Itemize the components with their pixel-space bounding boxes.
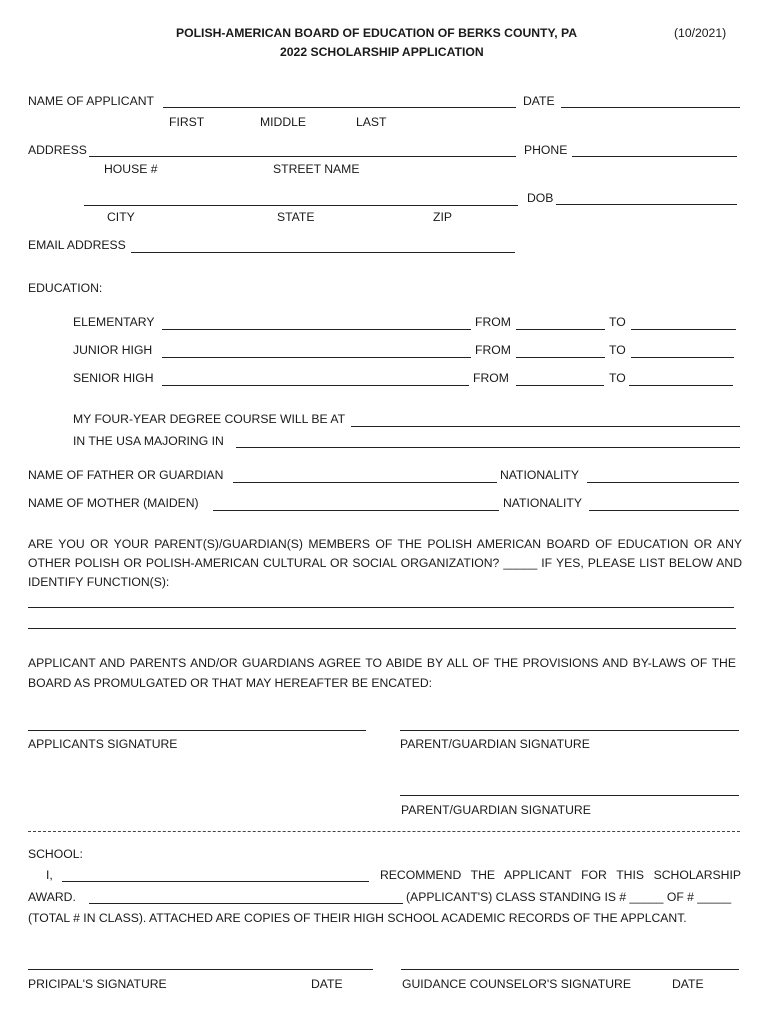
junior-high-from-field[interactable] bbox=[516, 357, 605, 358]
principal-signature-label: PRICIPAL'S SIGNATURE bbox=[28, 977, 167, 991]
elementary-school-field[interactable] bbox=[162, 329, 471, 330]
school-label: SCHOOL: bbox=[28, 847, 83, 861]
org-title: POLISH-AMERICAN BOARD OF EDUCATION OF BERKS COUNTY, PA bbox=[176, 26, 578, 40]
email-label: EMAIL ADDRESS bbox=[28, 238, 126, 252]
education-level-label: ELEMENTARY bbox=[73, 315, 155, 329]
city-state-zip-field[interactable] bbox=[84, 205, 518, 206]
house-caption: HOUSE # bbox=[104, 162, 158, 176]
applicant-name-field[interactable] bbox=[89, 903, 403, 904]
parent-signature-field[interactable] bbox=[400, 730, 739, 731]
counselor-signature-label: GUIDANCE COUNSELOR'S SIGNATURE bbox=[402, 977, 631, 991]
nationality-label: NATIONALITY bbox=[503, 496, 583, 510]
street-caption: STREET NAME bbox=[273, 162, 360, 176]
recommender-i-label: I, bbox=[46, 868, 53, 882]
phone-field[interactable] bbox=[572, 156, 737, 157]
recommend-text: RECOMMEND THE APPLICANT FOR THIS SCHOLARSHIP bbox=[380, 868, 741, 882]
class-standing-text: (APPLICANT'S) CLASS STANDING IS # _____ OF # _____ bbox=[406, 890, 732, 904]
parent-signature-label: PARENT/GUARDIAN SIGNATURE bbox=[401, 803, 591, 817]
address-label: ADDRESS bbox=[28, 143, 87, 157]
mother-label: NAME OF MOTHER (MAIDEN) bbox=[28, 496, 199, 510]
nationality-label: NATIONALITY bbox=[500, 468, 580, 482]
agreement-text-line: BOARD AS PROMULGATED OR THAT MAY HEREAFTER BE ENCATED: bbox=[28, 676, 433, 690]
last-caption: LAST bbox=[356, 115, 387, 129]
zip-caption: ZIP bbox=[433, 210, 452, 224]
to-label: TO bbox=[609, 315, 626, 329]
address-field[interactable] bbox=[89, 156, 516, 157]
senior-high-to-field[interactable] bbox=[629, 385, 733, 386]
phone-label: PHONE bbox=[524, 143, 568, 157]
middle-caption: MIDDLE bbox=[260, 115, 307, 129]
parent-signature-label: PARENT/GUARDIAN SIGNATURE bbox=[400, 737, 590, 751]
agreement-text-line: APPLICANT AND PARENTS AND/OR GUARDIANS AGREE TO ABIDE BY ALL OF THE PROVISIONS AND BY-LAWS OF THE bbox=[28, 656, 736, 670]
from-label: FROM bbox=[475, 343, 511, 357]
dob-label: DOB bbox=[527, 191, 554, 205]
principal-signature-field[interactable] bbox=[28, 969, 373, 970]
state-caption: STATE bbox=[277, 210, 315, 224]
education-level-label: JUNIOR HIGH bbox=[73, 343, 153, 357]
mother-field[interactable] bbox=[213, 510, 499, 511]
father-nationality-field[interactable] bbox=[587, 482, 739, 483]
form-title: 2022 SCHOLARSHIP APPLICATION bbox=[280, 45, 484, 59]
membership-question-line: IDENTIFY FUNCTION(S): bbox=[28, 575, 170, 589]
date-label: DATE bbox=[523, 94, 555, 108]
mother-nationality-field[interactable] bbox=[589, 510, 739, 511]
to-label: TO bbox=[609, 343, 626, 357]
recommender-name-field[interactable] bbox=[62, 881, 369, 882]
revision-date: (10/2021) bbox=[674, 26, 727, 40]
name-field[interactable] bbox=[163, 107, 516, 108]
education-level-label: SENIOR HIGH bbox=[73, 371, 154, 385]
father-label: NAME OF FATHER OR GUARDIAN bbox=[28, 468, 224, 482]
date-field[interactable] bbox=[561, 107, 740, 108]
membership-list-field[interactable] bbox=[28, 607, 734, 608]
section-separator bbox=[28, 831, 740, 832]
degree-college-field[interactable] bbox=[351, 426, 740, 427]
elementary-from-field[interactable] bbox=[516, 329, 605, 330]
applicant-signature-field[interactable] bbox=[28, 730, 366, 731]
education-label: EDUCATION: bbox=[28, 281, 103, 295]
membership-list-field[interactable] bbox=[28, 628, 736, 629]
dob-field[interactable] bbox=[556, 204, 737, 205]
membership-question-line: OTHER POLISH OR POLISH-AMERICAN CULTURAL OR SOCIAL ORGANIZATION? _____ IF YES, PLEASE LIST BELOW AND bbox=[28, 556, 742, 570]
degree-major-field[interactable] bbox=[236, 447, 740, 448]
junior-high-school-field[interactable] bbox=[162, 357, 471, 358]
principal-date-label: DATE bbox=[311, 977, 343, 991]
applicant-signature-label: APPLICANTS SIGNATURE bbox=[28, 737, 178, 751]
counselor-date-label: DATE bbox=[672, 977, 704, 991]
to-label: TO bbox=[609, 371, 626, 385]
elementary-to-field[interactable] bbox=[631, 329, 736, 330]
name-label: NAME OF APPLICANT bbox=[28, 94, 154, 108]
degree-major-label: IN THE USA MAJORING IN bbox=[73, 434, 224, 448]
from-label: FROM bbox=[475, 315, 511, 329]
from-label: FROM bbox=[473, 371, 509, 385]
email-field[interactable] bbox=[131, 252, 515, 253]
award-label: AWARD. bbox=[28, 890, 76, 904]
membership-question-line: ARE YOU OR YOUR PARENT(S)/GUARDIAN(S) MEMBERS OF THE POLISH AMERICAN BOARD OF EDUCATION OR ANY bbox=[28, 537, 742, 551]
father-field[interactable] bbox=[233, 482, 497, 483]
junior-high-to-field[interactable] bbox=[631, 357, 734, 358]
senior-high-from-field[interactable] bbox=[516, 385, 604, 386]
senior-high-school-field[interactable] bbox=[162, 385, 469, 386]
city-caption: CITY bbox=[107, 210, 135, 224]
first-caption: FIRST bbox=[169, 115, 205, 129]
parent-signature-field[interactable] bbox=[400, 795, 739, 796]
counselor-signature-field[interactable] bbox=[401, 969, 739, 970]
degree-college-label: MY FOUR-YEAR DEGREE COURSE WILL BE AT bbox=[73, 412, 346, 426]
total-in-class-text: (TOTAL # IN CLASS). ATTACHED ARE COPIES OF THEIR HIGH SCHOOL ACADEMIC RECORDS OF THE APPLCANT. bbox=[28, 911, 687, 925]
